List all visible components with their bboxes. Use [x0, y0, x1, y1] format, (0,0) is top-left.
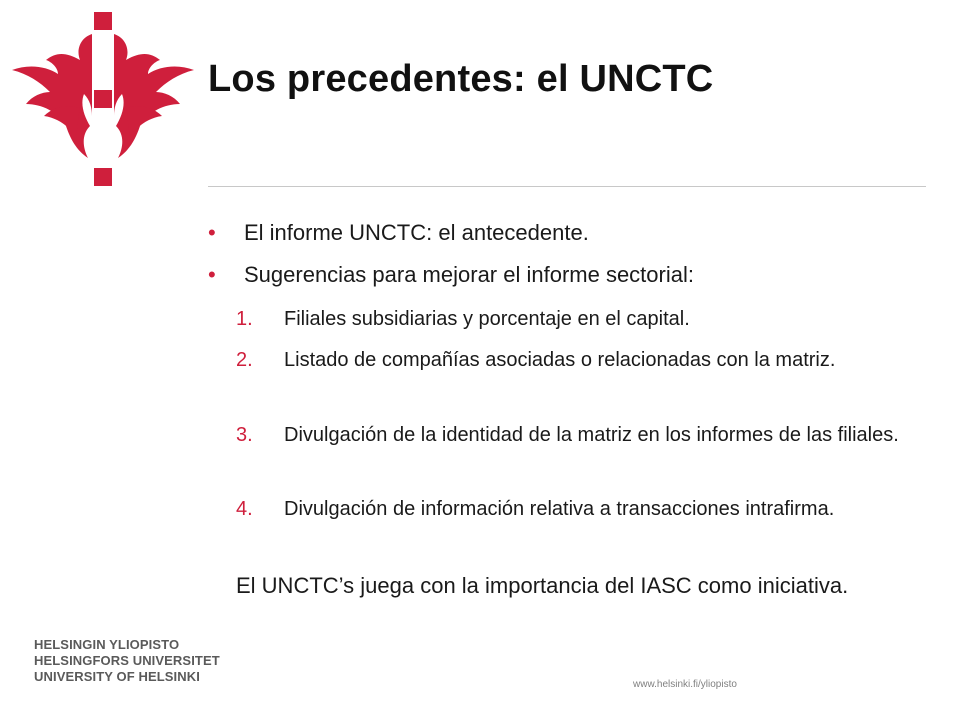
- bullet-marker: •: [208, 262, 216, 287]
- item-text: Divulgación de la identidad de la matriz en los informes de las filiales.: [284, 424, 899, 446]
- bullet-marker: •: [208, 220, 216, 245]
- item-number: 1.: [236, 308, 253, 330]
- item-text: Filiales subsidiarias y porcentaje en el capital.: [284, 308, 690, 330]
- footer-url: www.helsinki.fi/yliopisto: [633, 679, 737, 690]
- closing-paragraph: El UNCTC’s juega con la importancia del IASC como iniciativa.: [236, 573, 849, 598]
- university-flame-logo-icon: [6, 8, 206, 190]
- item-text: Divulgación de información relativa a transacciones intrafirma.: [284, 498, 835, 520]
- item-number: 3.: [236, 424, 253, 446]
- title-divider: [208, 186, 926, 187]
- wordmark-line-fi: HELSINGIN YLIOPISTO: [34, 637, 180, 652]
- item-number: 4.: [236, 498, 253, 520]
- slide-title: Los precedentes: el UNCTC: [208, 58, 714, 100]
- wordmark-line-sv: HELSINGFORS UNIVERSITET: [34, 653, 220, 668]
- wordmark-line-en: UNIVERSITY OF HELSINKI: [34, 669, 200, 684]
- bullet-text: El informe UNCTC: el antecedente.: [244, 220, 589, 245]
- item-text: Listado de compañías asociadas o relacionadas con la matriz.: [284, 349, 836, 371]
- university-wordmark: [34, 637, 220, 685]
- bullet-text: Sugerencias para mejorar el informe sectorial:: [244, 262, 694, 287]
- item-number: 2.: [236, 349, 253, 371]
